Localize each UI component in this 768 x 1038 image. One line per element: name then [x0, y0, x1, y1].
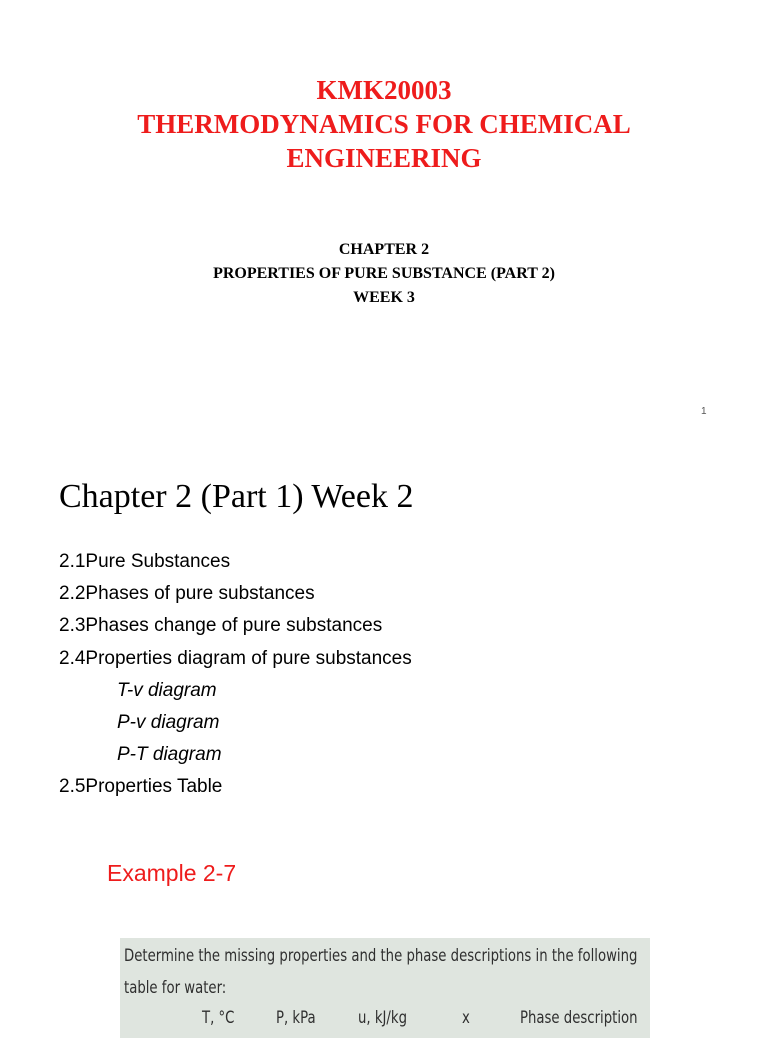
column-header-phase: Phase description: [520, 1008, 638, 1028]
course-code: KMK20003: [316, 75, 452, 105]
problem-statement: [124, 940, 647, 1004]
course-title-line2: ENGINEERING: [286, 143, 482, 173]
contents-slide: [0, 433, 768, 849]
contents-item: 2.4Properties diagram of pure substances: [59, 647, 412, 669]
column-header-internal-energy: u, kJ/kg: [358, 1008, 407, 1028]
contents-list: [59, 546, 412, 804]
contents-item: 2.1Pure Substances: [59, 551, 231, 572]
problem-line-2: table for water:: [124, 978, 227, 998]
example-title: Example 2-7: [107, 860, 237, 886]
contents-subitem: P-v diagram: [117, 712, 220, 734]
problem-box: [120, 938, 650, 1038]
contents-item: 2.3Phases change of pure substances: [59, 615, 383, 637]
week-label: WEEK 3: [353, 289, 415, 306]
chapter-label: CHAPTER 2: [338, 241, 430, 258]
column-header-pressure: P, kPa: [276, 1008, 316, 1028]
problem-line-1: Determine the missing properties and the phase descriptions in the following: [124, 946, 638, 966]
title-slide: [0, 0, 768, 432]
course-title-line1: THERMODYNAMICS FOR CHEMICAL: [137, 109, 631, 139]
column-header-temperature: T, °C: [202, 1008, 235, 1028]
contents-subitem: T-v diagram: [117, 679, 217, 701]
contents-item: 2.5Properties Table: [59, 776, 223, 798]
slide-heading: Chapter 2 (Part 1) Week 2: [59, 478, 414, 515]
course-title-block: [0, 73, 768, 175]
page-number: 1: [701, 406, 707, 417]
contents-item: 2.2Phases of pure substances: [59, 583, 315, 605]
chapter-title: PROPERTIES OF PURE SUBSTANCE (PART 2): [213, 265, 555, 282]
example-slide: [0, 850, 768, 1028]
contents-subitem: P-T diagram: [117, 744, 222, 766]
column-header-quality: x: [462, 1008, 470, 1028]
chapter-block: [0, 238, 768, 310]
